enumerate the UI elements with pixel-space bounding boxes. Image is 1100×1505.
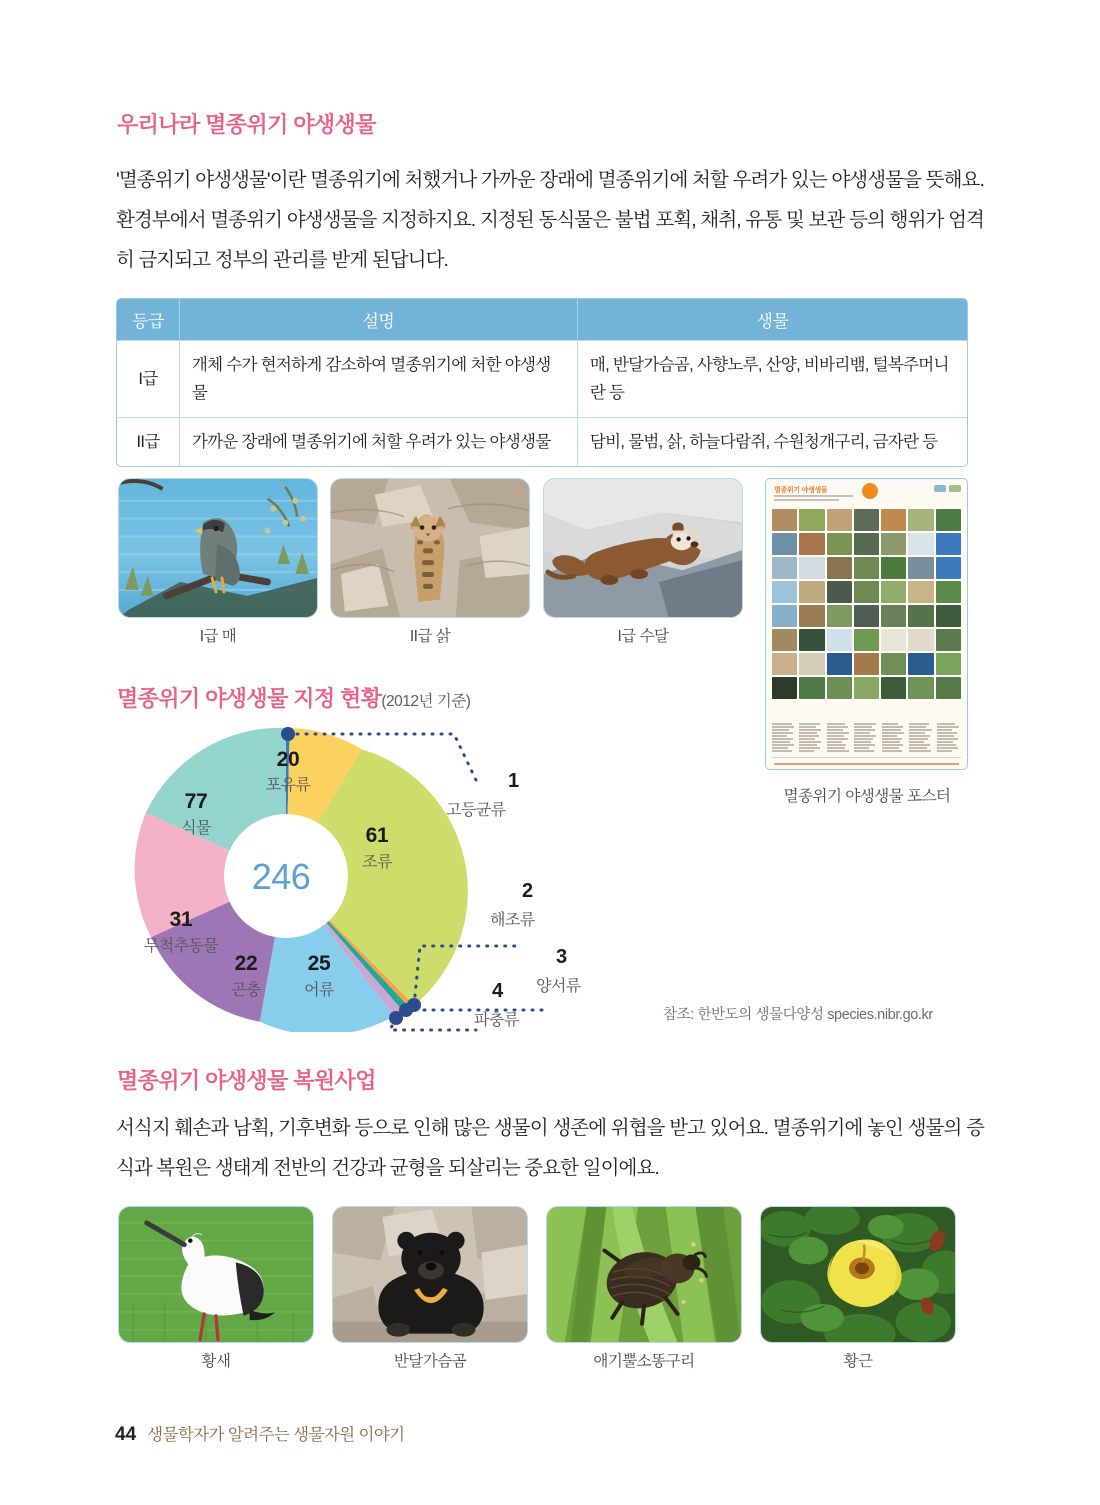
yellow-hibiscus-image: [761, 1207, 955, 1343]
section-heading-restoration-project: 멸종위기 야생생물 복원사업: [117, 1068, 376, 1093]
dung-beetle-image: [547, 1207, 741, 1343]
oriental-stork-image: [119, 1207, 313, 1343]
footer-book-title: 생물학자가 알려주는 생물자원 이야기: [147, 1426, 405, 1444]
callout-label-양서류: 양서류: [536, 978, 581, 995]
cell-grade-1: I급: [117, 340, 180, 417]
slice-label-식물: 식물: [181, 820, 211, 837]
endangered-species-poster: [765, 478, 968, 770]
photo-oriental-stork: [118, 1206, 314, 1343]
poster-species-grid: [772, 509, 961, 699]
table-header-grade: 등급: [117, 299, 180, 340]
peregrine-falcon-image: [119, 479, 317, 618]
caption-otter: I급 수달: [617, 628, 669, 645]
slice-value-어류: 25: [307, 952, 331, 975]
otter-image: [544, 479, 742, 618]
slice-label-어류: 어류: [304, 982, 334, 999]
table-header-description: 설명: [180, 299, 578, 340]
caption-poster: 멸종위기 야생생물 포스터: [783, 788, 951, 805]
caption-oriental-stork: 황새: [201, 1353, 231, 1370]
table-header-species: 생물: [578, 299, 967, 340]
photo-peregrine-falcon: [118, 478, 318, 618]
poster-divider: [772, 757, 961, 758]
footer-page-number: 44: [115, 1424, 137, 1445]
section2-paragraph: 서식지 훼손과 남획, 기후변화 등으로 인해 많은 생물이 생존에 위협을 받고 있어요. 멸종위기에 놓인 생물의 증식과 복원은 생태계 전반의 건강과 균형을 되살리는 중요한 일이에요.: [116, 1117, 984, 1179]
poster-footnote: [774, 763, 959, 765]
section1-paragraph: '멸종위기 야생생물'이란 멸종위기에 처했거나 가까운 장래에 멸종위기에 처할 우려가 있는 야생생물을 뜻해요. 환경부에서 멸종위기 야생생물을 지정하지요. 지정된 동식물은 불법 포획, 채취, 유통 및 보관 등의 행위가 엄격히 금지되고 정부의 관리를 받게 된답니다.: [116, 169, 984, 271]
slice-value-조류: 61: [365, 824, 389, 847]
caption-peregrine-falcon: I급 매: [199, 628, 237, 645]
poster-species-list: [772, 723, 961, 753]
table-header-row: [117, 299, 967, 340]
cell-grade-2: II급: [117, 417, 180, 466]
chart-title-sub: (2012년 기준): [381, 693, 471, 710]
cell-species-1: 매, 반달가슴곰, 사향노루, 산양, 비바리뱀, 털복주머니란 등: [578, 340, 967, 417]
photo-dung-beetle: [546, 1206, 742, 1343]
slice-label-곤충: 곤충: [231, 982, 261, 999]
chart-title-main: 멸종위기 야생생물 지정 현황: [117, 686, 382, 711]
leopard-cat-image: [331, 479, 529, 618]
donut-center-total: 246: [251, 856, 311, 897]
chart-source-note: 참조: 한반도의 생물다양성 species.nibr.go.kr: [663, 1007, 933, 1023]
endangered-grade-table: [116, 298, 968, 467]
poster-title-text: 멸종위기 야생생물: [774, 487, 828, 494]
asiatic-black-bear-image: [333, 1207, 527, 1343]
poster-badge-icon: [862, 483, 878, 499]
chart-title: [117, 682, 470, 713]
table-row: [117, 340, 967, 417]
cell-species-2: 담비, 물범, 삵, 하늘다람쥐, 수원청개구리, 금자란 등: [578, 417, 967, 466]
cell-description-1: 개체 수가 현저하게 감소하여 멸종위기에 처한 야생생물: [180, 340, 578, 417]
callout-value-해조류: 2: [522, 880, 534, 902]
callout-value-고등균류: 1: [508, 770, 520, 792]
slice-value-식물: 77: [184, 790, 208, 813]
poster-logo-group: [934, 485, 961, 492]
caption-dung-beetle: 애기뿔소똥구리: [593, 1353, 695, 1370]
cell-description-2: 가까운 장래에 멸종위기에 처할 우려가 있는 야생생물: [180, 417, 578, 466]
callout-value-파충류: 4: [492, 980, 504, 1002]
slice-label-조류: 조류: [362, 854, 392, 871]
table-row: [117, 417, 967, 466]
slice-value-무척추동물: 31: [169, 908, 193, 931]
poster-subtitle-lines: [774, 495, 864, 504]
callout-label-파충류: 파충류: [474, 1012, 519, 1029]
slice-label-포유류: 포유류: [265, 777, 311, 794]
caption-asiatic-black-bear: 반달가슴곰: [393, 1353, 467, 1370]
slice-label-무척추동물: 무척추동물: [143, 938, 219, 955]
callout-label-고등균류: 고등균류: [446, 802, 506, 819]
photo-yellow-hibiscus: [760, 1206, 956, 1343]
slice-value-포유류: 20: [276, 748, 300, 771]
slice-value-곤충: 22: [234, 952, 258, 975]
page-footer: [115, 1421, 405, 1446]
poster-logo-icon: [949, 485, 961, 492]
caption-leopard-cat: II급 삵: [409, 628, 451, 645]
photo-leopard-cat: [330, 478, 530, 618]
caption-yellow-hibiscus: 황근: [843, 1353, 873, 1370]
photo-asiatic-black-bear: [332, 1206, 528, 1343]
photo-otter: [543, 478, 743, 618]
section-heading-endangered-wildlife: 우리나라 멸종위기 야생생물: [117, 112, 376, 137]
callout-label-해조류: 해조류: [490, 912, 535, 929]
poster-logo-icon: [934, 485, 946, 492]
callout-value-양서류: 3: [556, 946, 568, 968]
